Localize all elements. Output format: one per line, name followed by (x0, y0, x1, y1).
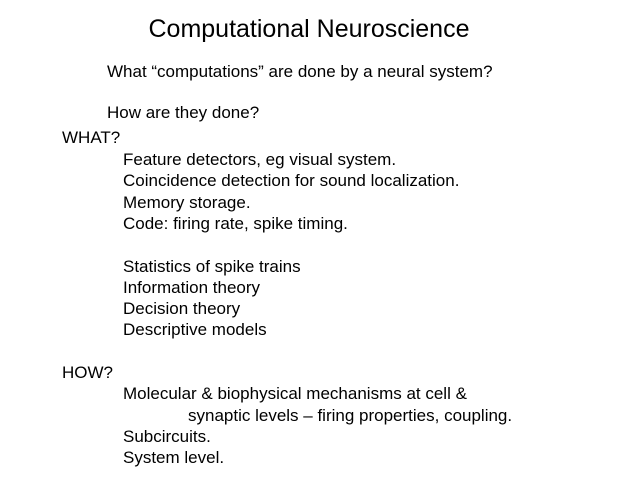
what-item: Decision theory (123, 299, 241, 318)
what-item: Information theory (123, 278, 261, 297)
how-item: System level. (123, 448, 225, 467)
what-item: Memory storage. (123, 193, 251, 212)
what-item: Feature detectors, eg visual system. (123, 150, 397, 169)
question-what: What “computations” are done by a neural system? (107, 62, 493, 81)
what-item: Statistics of spike trains (123, 257, 301, 276)
how-heading: HOW? (62, 363, 113, 382)
what-item: Descriptive models (123, 320, 267, 339)
what-item: Code: firing rate, spike timing. (123, 214, 348, 233)
how-item: Molecular & biophysical mechanisms at cell & (123, 384, 467, 403)
what-heading: WHAT? (62, 128, 121, 147)
slide-title: Computational Neuroscience (148, 15, 470, 43)
what-item: Coincidence detection for sound localization. (123, 171, 460, 190)
how-item-continuation: synaptic levels – firing properties, coupling. (188, 406, 513, 425)
question-how: How are they done? (107, 103, 260, 122)
how-item: Subcircuits. (123, 427, 211, 446)
